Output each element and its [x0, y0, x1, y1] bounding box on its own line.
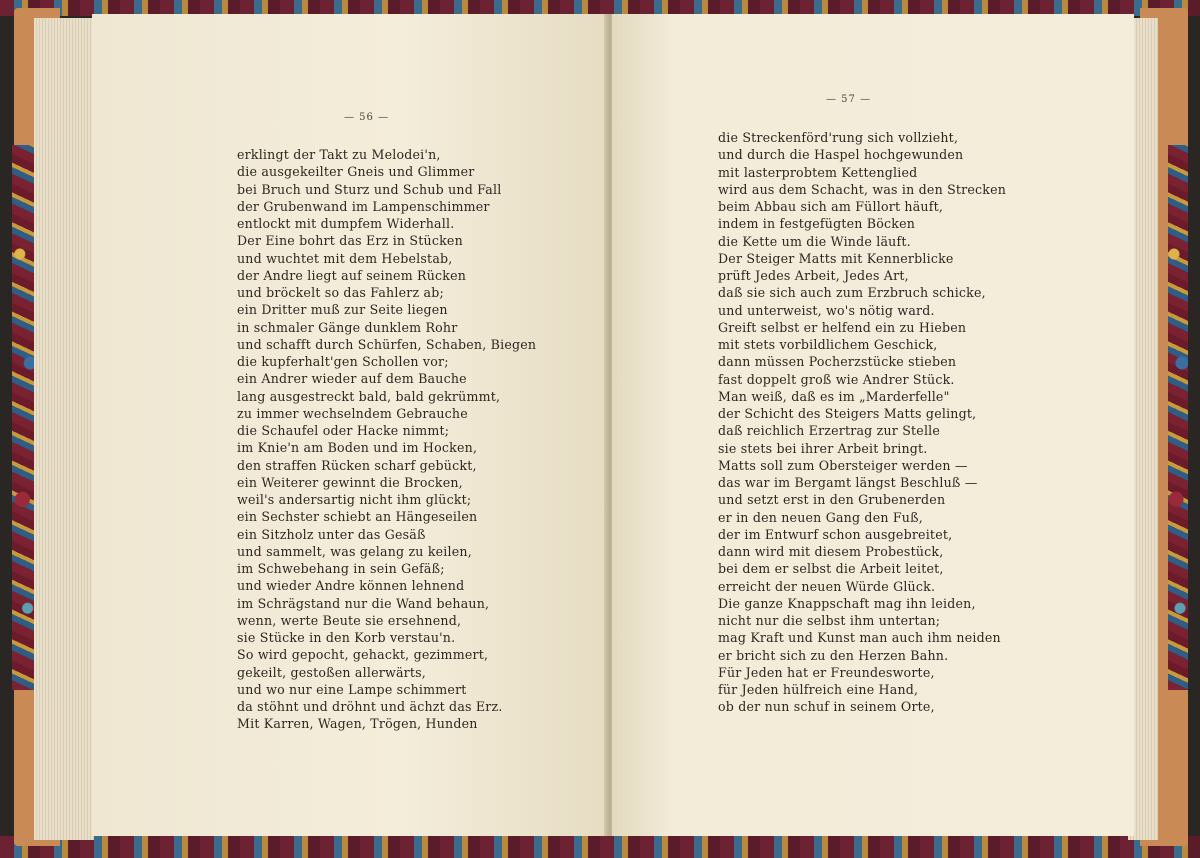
text-line: Matts soll zum Obersteiger werden — — [718, 457, 968, 473]
text-line: fast doppelt groß wie Andrer Stück. — [718, 371, 955, 387]
text-line: Die ganze Knappschaft mag ihn leiden, — [718, 595, 976, 611]
text-line: da stöhnt und dröhnt und ächzt das Erz. — [237, 699, 503, 714]
text-line: Greift selbst er helfend ein zu Hieben — [718, 319, 967, 335]
text-line: im Knie'n am Boden und im Hocken, — [237, 440, 478, 456]
text-line: Für Jeden hat er Freundesworte, — [718, 664, 935, 680]
text-line: die Kette um die Winde läuft. — [718, 233, 911, 249]
text-line: das war im Bergamt längst Beschluß — — [718, 475, 978, 490]
text-line: im Schrägstand nur die Wand behaun, — [237, 595, 490, 611]
text-line: und setzt erst in den Grubenerden — [718, 492, 946, 508]
text-line: der Andre liegt auf seinem Rücken — [237, 267, 467, 283]
text-line: ein Weiterer gewinnt die Brocken, — [237, 474, 463, 490]
text-line: der Grubenwand im Lampenschimmer — [237, 198, 490, 214]
text-line: er in den neuen Gang den Fuß, — [718, 509, 923, 525]
text-line: mit lasterprobtem Kettenglied — [718, 164, 918, 180]
text-line: und wo nur eine Lampe schimmert — [237, 681, 467, 697]
text-line: den straffen Rücken scharf gebückt, — [237, 457, 477, 473]
text-line: erreicht der neuen Würde Glück. — [718, 578, 936, 594]
right-page-text — [718, 129, 1006, 716]
text-line: daß sie sich auch zum Erzbruch schicke, — [718, 285, 986, 301]
text-line: nicht nur die selbst ihm untertan; — [718, 613, 941, 628]
text-line: ein Sitzholz unter das Gesäß — [237, 526, 426, 542]
text-line: erklingt der Takt zu Melodei'n, — [237, 147, 441, 162]
text-line: Man weiß, daß es im „Marderfelle" — [718, 388, 950, 404]
text-line: ein Sechster schiebt an Hängeseilen — [237, 509, 478, 525]
text-line: Der Eine bohrt das Erz in Stücken — [237, 233, 463, 249]
text-line: ob der nun schuf in seinem Orte, — [718, 699, 935, 715]
text-line: mag Kraft und Kunst man auch ihm neiden — [718, 630, 1001, 646]
text-line: für Jeden hülfreich eine Hand, — [718, 682, 919, 697]
right-marbled-paper — [1168, 145, 1188, 690]
text-line: entlockt mit dumpfem Widerhall. — [237, 216, 455, 231]
text-line: und schafft durch Schürfen, Schaben, Biegen — [237, 336, 537, 352]
text-line: daß reichlich Erzertrag zur Stelle — [718, 423, 941, 439]
text-line: in schmaler Gänge dunklem Rohr — [237, 319, 458, 335]
text-line: zu immer wechselndem Gebrauche — [237, 405, 468, 421]
text-line: der Schicht des Steigers Matts gelingt, — [718, 406, 977, 421]
text-line: und durch die Haspel hochgewunden — [718, 147, 964, 163]
text-line: und bröckelt so das Fahlerz ab; — [237, 285, 444, 300]
text-line: wenn, werte Beute sie ersehnend, — [237, 612, 462, 628]
text-line: die Streckenförd'rung sich vollzieht, — [718, 130, 959, 145]
right-page — [612, 14, 1134, 836]
text-line: ein Dritter muß zur Seite liegen — [237, 302, 448, 318]
text-line: Der Steiger Matts mit Kennerblicke — [718, 250, 954, 266]
text-line: der im Entwurf schon ausgebreitet, — [718, 526, 953, 542]
text-line: weil's andersartig nicht ihm glückt; — [237, 492, 472, 507]
text-line: beim Abbau sich am Füllort häuft, — [718, 199, 944, 214]
text-line: und wuchtet mit dem Hebelstab, — [237, 250, 453, 266]
text-line: dann müssen Pocherzstücke stieben — [718, 354, 957, 370]
left-page — [92, 14, 608, 836]
text-line: die Schaufel oder Hacke nimmt; — [237, 423, 450, 438]
left-page-edges — [34, 18, 94, 840]
text-line: lang ausgestreckt bald, bald gekrümmt, — [237, 388, 501, 404]
text-line: indem in festgefügten Böcken — [718, 216, 916, 232]
text-line: prüft Jedes Arbeit, Jedes Art, — [718, 268, 909, 283]
text-line: bei Bruch und Sturz und Schub und Fall — [237, 181, 502, 197]
page-number-left: — 56 — — [344, 112, 390, 123]
text-line: sie stets bei ihrer Arbeit bringt. — [718, 440, 928, 456]
cover-marbled-bottom-edge — [0, 836, 1200, 858]
text-line: ein Andrer wieder auf dem Bauche — [237, 371, 467, 387]
text-line: gekeilt, gestoßen allerwärts, — [237, 664, 426, 680]
text-line: So wird gepocht, gehackt, gezimmert, — [237, 647, 489, 663]
text-line: dann wird mit diesem Probestück, — [718, 544, 944, 559]
text-line: und sammelt, was gelang zu keilen, — [237, 543, 472, 559]
text-line: die kupferhalt'gen Schollen vor; — [237, 354, 449, 369]
text-line: im Schwebehang in sein Gefäß; — [237, 561, 445, 576]
text-line: Mit Karren, Wagen, Trögen, Hunden — [237, 716, 478, 732]
text-line: sie Stücke in den Korb verstau'n. — [237, 630, 456, 645]
text-line: die ausgekeilter Gneis und Glimmer — [237, 164, 475, 180]
text-line: er bricht sich zu den Herzen Bahn. — [718, 647, 949, 663]
text-line: bei dem er selbst die Arbeit leitet, — [718, 561, 944, 577]
text-line: mit stets vorbildlichem Geschick, — [718, 337, 938, 352]
text-line: und wieder Andre können lehnend — [237, 578, 465, 594]
text-line: wird aus dem Schacht, was in den Strecken — [718, 181, 1007, 197]
page-number-right: — 57 — — [826, 94, 872, 105]
text-line: und unterweist, wo's nötig ward. — [718, 302, 935, 318]
left-page-text — [237, 146, 536, 733]
